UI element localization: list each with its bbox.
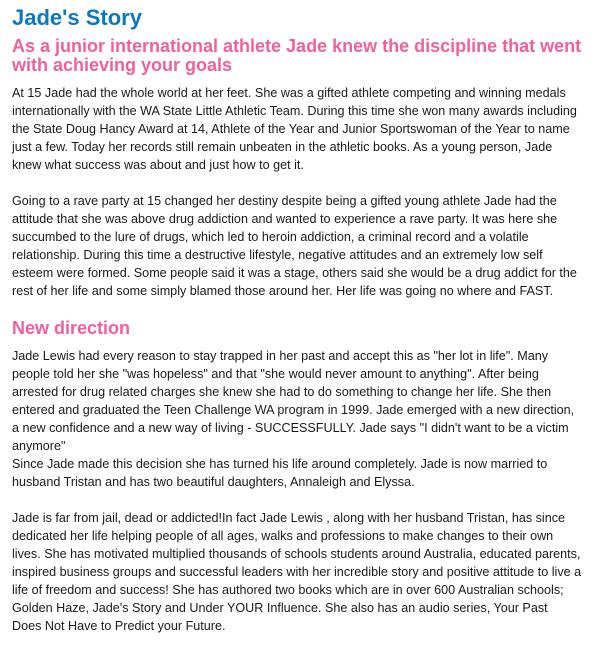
paragraph-1 bbox=[12, 84, 599, 174]
text-line: the State Doug Hancy Award at 14, Athlete of the Year and Junior Sportswoman of the Year to name bbox=[12, 122, 570, 136]
paragraph-3 bbox=[12, 347, 599, 491]
subtitle: As a junior international athlete Jade knew the discipline that went with achieving your goals bbox=[12, 36, 582, 75]
text-line: lives. She has motivated multiplied thousands of schools students around Australia, educated parents, bbox=[12, 547, 581, 561]
text-line: entered and graduated the Teen Challenge WA program in 1999. Jade emerged with a new direction, bbox=[12, 403, 575, 417]
text-line: husband Tristan and has two beautiful daughters, Annaleigh and Elyssa. bbox=[12, 475, 415, 489]
text-line: Jade is far from jail, dead or addicted!In fact Jade Lewis , along with her husband Tristan, has since bbox=[12, 511, 566, 525]
text-line: a new confidence and a new way of living - SUCCESSFULLY. Jade says "I didn't want to be a victim bbox=[12, 421, 569, 435]
text-line: relationship. During this time a destructive lifestyle, negative attitudes and an extremely low self bbox=[12, 248, 543, 262]
text-line: internationally with the WA State Little Athletic Team. During this time she won many awards including bbox=[12, 104, 577, 118]
text-line: Since Jade made this decision she has turned his life around completely. Jade is now married to bbox=[12, 457, 548, 471]
text-line: Going to a rave party at 15 changed her destiny despite being a gifted young athlete Jade had the bbox=[12, 194, 557, 208]
text-line: dedicated her life helping people of all ages, walks and professions to make changes to their own bbox=[12, 529, 554, 543]
text-line: esteem were formed. Some people said it was a stage, others said she would be a drug addict for the bbox=[12, 266, 577, 280]
text-line: inspired business groups and successful leaders with her incredible story and positive attitude to live a bbox=[12, 565, 582, 579]
paragraph-4 bbox=[12, 509, 599, 635]
text-line: Jade Lewis had every reason to stay trapped in her past and accept this as "her lot in life". Many bbox=[12, 349, 549, 363]
text-line: At 15 Jade had the whole world at her feet. She was a gifted athlete competing and winning medals bbox=[12, 86, 566, 100]
text-line: attitude that she was above drug addiction and wanted to experience a rave party. It was here she bbox=[12, 212, 558, 226]
text-line: knew what success was about and just how to get it. bbox=[12, 158, 304, 172]
text-line: Does Not Have to Predict your Future. bbox=[12, 619, 226, 633]
section-heading-new-direction: New direction bbox=[12, 318, 131, 338]
text-line: rest of her life and some simply blamed those around her. Her life was going no where and FAST. bbox=[12, 284, 554, 298]
text-line: life of freedom and success! She has authored two books which are in over 600 Australian schools; bbox=[12, 583, 564, 597]
page-title: Jade's Story bbox=[12, 5, 142, 30]
text-line: anymore" bbox=[12, 439, 66, 453]
text-line: succumbed to the lure of drugs, which led to heroin addiction, a criminal record and a volatile bbox=[12, 230, 529, 244]
text-line: people told her she "was hopeless" and that "she would never amount to anything". After being bbox=[12, 367, 539, 381]
text-line: just a few. Today her records still remain unbeaten in the athletic books. As a young person, Jade bbox=[12, 140, 553, 154]
text-line: Golden Haze, Jade's Story and Under YOUR Influence. She also has an audio series, Your Past bbox=[12, 601, 548, 615]
text-line: arrested for drug related charges she knew she had to do something to change her life. She then bbox=[12, 385, 552, 399]
paragraph-2 bbox=[12, 192, 599, 300]
